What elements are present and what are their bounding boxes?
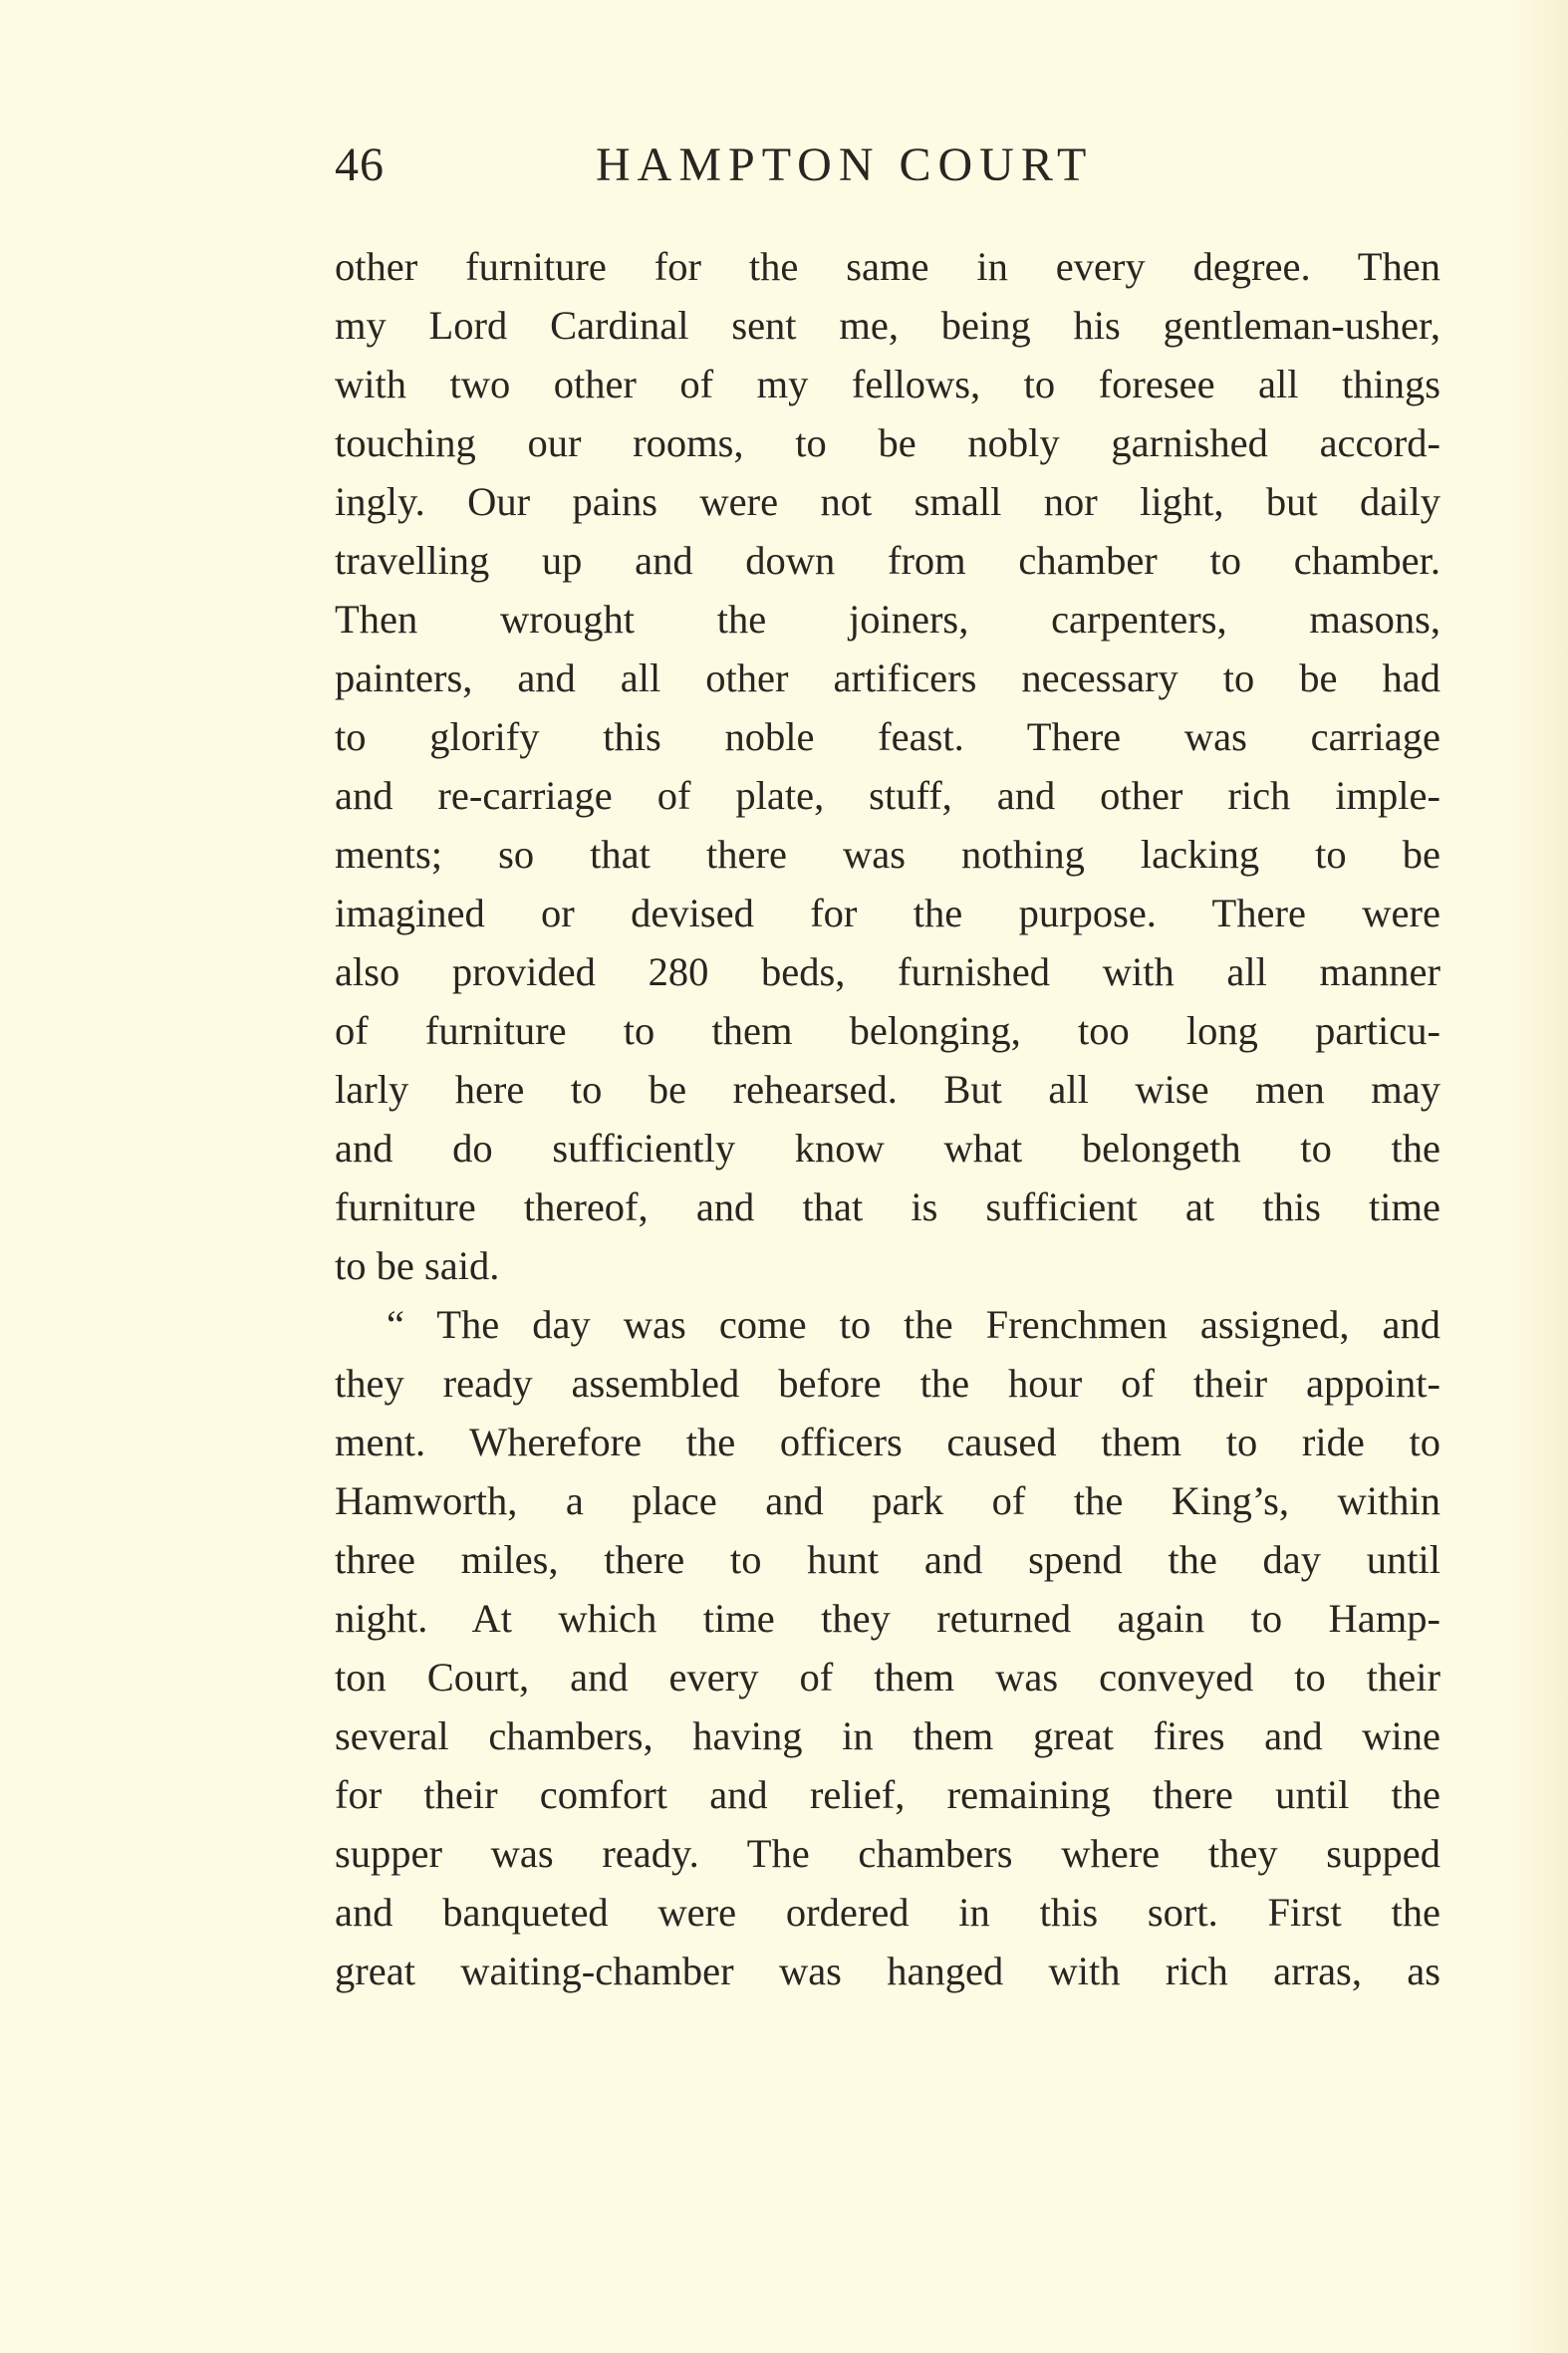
- text-line: great waiting-chamber was hanged with rich arras, as: [335, 1949, 1440, 1993]
- text-line: painters, and all other artificers necessary to be had: [335, 655, 1440, 700]
- text-line: travelling up and down from chamber to chamber.: [335, 538, 1440, 583]
- text-line: ingly. Our pains were not small nor light, but daily: [335, 479, 1440, 524]
- text-line: they ready assembled before the hour of their appoint-: [335, 1361, 1440, 1406]
- text-line: for their comfort and relief, remaining there until the: [335, 1772, 1440, 1817]
- text-line: furniture thereof, and that is sufficient at this time: [335, 1184, 1440, 1229]
- text-line: also provided 280 beds, furnished with all manner: [335, 949, 1440, 994]
- running-title: HAMPTON COURT: [596, 138, 1094, 191]
- text-line: Then wrought the joiners, carpenters, masons,: [335, 597, 1440, 642]
- text-line: touching our rooms, to be nobly garnished accord-: [335, 420, 1440, 465]
- text-line: and banqueted were ordered in this sort. First the: [335, 1890, 1440, 1935]
- text-line: and do sufficiently know what belongeth to the: [335, 1126, 1440, 1171]
- page-edge-shading: [1508, 0, 1568, 2353]
- text-line: ton Court, and every of them was conveyed to their: [335, 1655, 1440, 1699]
- text-line: other furniture for the same in every degree. Then: [335, 244, 1440, 289]
- text-line: ments; so that there was nothing lacking to be: [335, 832, 1440, 877]
- body-text: [335, 237, 1440, 2000]
- text-line: night. At which time they returned again to Hamp-: [335, 1596, 1440, 1641]
- text-line: of furniture to them belonging, too long particu-: [335, 1008, 1440, 1053]
- text-line: to glorify this noble feast. There was carriage: [335, 714, 1440, 759]
- text-line: three miles, there to hunt and spend the day until: [335, 1537, 1440, 1582]
- text-line: several chambers, having in them great fires and wine: [335, 1713, 1440, 1758]
- text-line: imagined or devised for the purpose. There were: [335, 891, 1440, 935]
- text-line: Hamworth, a place and park of the King’s, within: [335, 1478, 1440, 1523]
- text-line: supper was ready. The chambers where they supped: [335, 1831, 1440, 1876]
- page-number: 46: [335, 138, 385, 191]
- text-line: my Lord Cardinal sent me, being his gentleman-usher,: [335, 303, 1440, 348]
- text-line: larly here to be rehearsed. But all wise men may: [335, 1067, 1440, 1112]
- text-line: ment. Wherefore the officers caused them to ride to: [335, 1420, 1440, 1464]
- running-head: [335, 137, 1191, 197]
- text-line: to be said.: [335, 1243, 500, 1288]
- text-line: “ The day was come to the Frenchmen assigned, and: [387, 1302, 1440, 1347]
- text-line: with two other of my fellows, to foresee all things: [335, 362, 1440, 406]
- text-line: and re-carriage of plate, stuff, and other rich imple-: [335, 773, 1440, 818]
